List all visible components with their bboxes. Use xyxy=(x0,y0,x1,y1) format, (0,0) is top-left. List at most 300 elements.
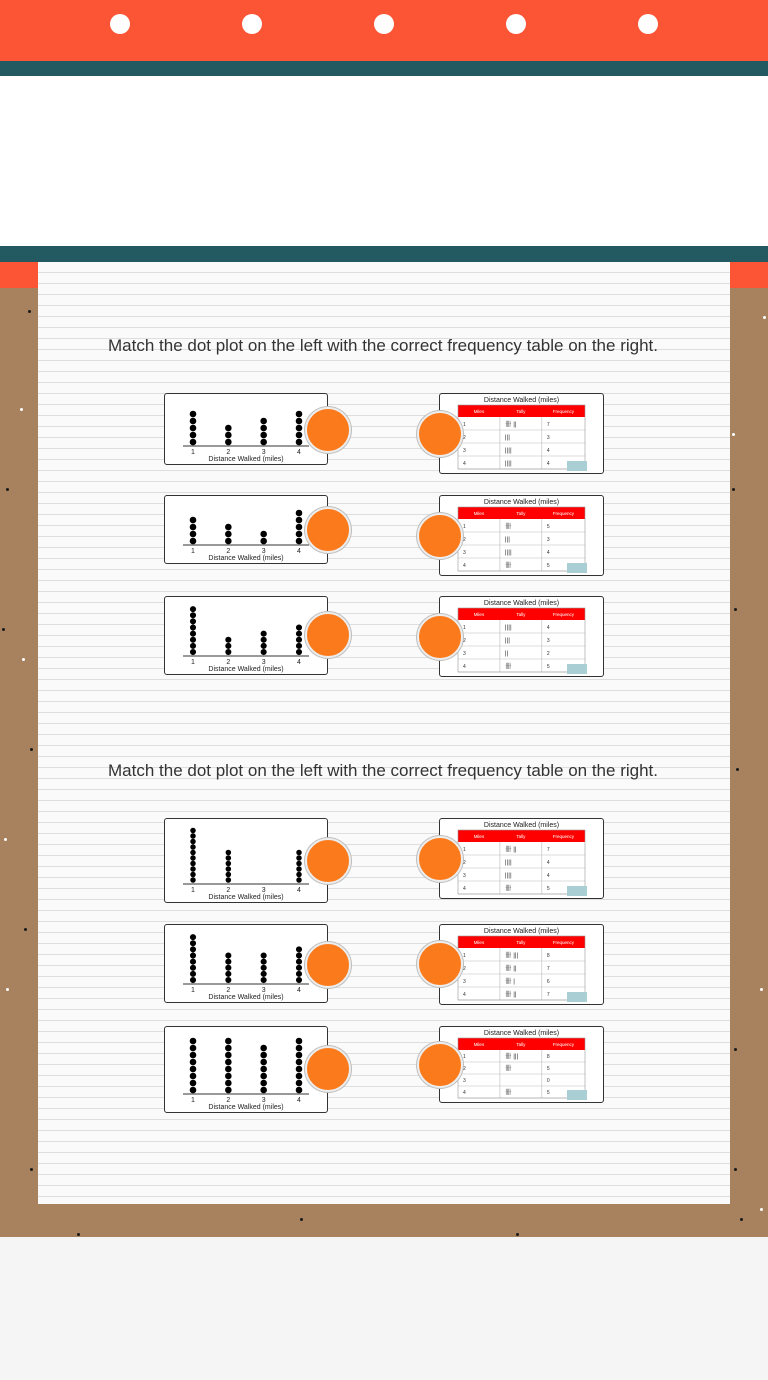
dot-plot xyxy=(165,597,327,674)
cork-speck xyxy=(732,488,735,491)
plot-dot xyxy=(296,1045,303,1052)
table-cell: 卌 xyxy=(504,522,512,530)
plot-dot xyxy=(190,877,196,883)
match-connector-right[interactable] xyxy=(417,941,463,987)
plot-dot xyxy=(261,959,267,965)
plot-dot xyxy=(225,952,231,958)
table-cell: 5 xyxy=(546,885,550,892)
table-cell: 卌 xyxy=(504,662,512,670)
watermark-stamp-icon xyxy=(567,461,587,471)
plot-dot xyxy=(261,637,267,643)
plot-dot xyxy=(190,432,197,439)
table-cell: 4 xyxy=(463,460,466,467)
table-header-cell: Miles xyxy=(473,1042,485,1047)
plot-dot xyxy=(225,971,231,977)
plot-dot xyxy=(190,839,196,845)
match-connector-left[interactable] xyxy=(305,507,351,553)
plot-dot xyxy=(296,531,303,538)
plot-dot xyxy=(226,866,232,872)
plot-dot xyxy=(190,1080,197,1087)
plot-dot xyxy=(296,524,303,531)
plot-dot xyxy=(190,959,196,965)
table-header-cell: Frequency xyxy=(552,511,575,516)
plot-tick-label: 1 xyxy=(191,659,195,666)
table-cell: 3 xyxy=(463,549,466,556)
table-cell: |||| xyxy=(504,459,512,467)
cork-speck xyxy=(4,838,7,841)
table-cell: ||| xyxy=(504,535,510,543)
dot-plot xyxy=(165,496,327,563)
plot-tick-label: 1 xyxy=(191,1097,195,1104)
table-cell: 卌 xyxy=(504,1089,512,1097)
cork-speck xyxy=(2,628,5,631)
question-prompt: Match the dot plot on the left with the correct frequency table on the right. xyxy=(108,761,658,780)
plot-dot xyxy=(190,637,196,643)
plot-dot xyxy=(296,850,302,856)
plot-dot xyxy=(261,971,267,977)
table-title: Distance Walked (miles) xyxy=(483,499,560,506)
frequency-table-card[interactable] xyxy=(439,495,604,576)
plot-tick-label: 4 xyxy=(297,887,301,894)
match-connector-right[interactable] xyxy=(417,1042,463,1088)
binder-ring-icon xyxy=(242,14,262,34)
plot-dot xyxy=(190,855,196,861)
table-cell: 4 xyxy=(463,562,466,569)
frequency-table xyxy=(440,925,603,1004)
plot-tick-label: 4 xyxy=(297,987,301,994)
table-cell: 4 xyxy=(546,872,550,879)
frequency-table-card[interactable] xyxy=(439,924,604,1005)
table-cell: 3 xyxy=(546,536,550,543)
plot-dot xyxy=(225,1052,232,1059)
plot-dot xyxy=(190,649,196,655)
match-connector-left[interactable] xyxy=(305,838,351,884)
table-cell: ||| xyxy=(504,636,510,644)
table-cell: 4 xyxy=(546,447,550,454)
plot-dot xyxy=(190,1087,197,1094)
table-cell: 1 xyxy=(463,624,466,631)
plot-tick-label: 3 xyxy=(261,1097,266,1104)
plot-dot xyxy=(190,618,196,624)
plot-dot xyxy=(190,606,196,612)
table-cell: 4 xyxy=(546,460,550,467)
cork-speck xyxy=(20,408,23,411)
plot-dot xyxy=(190,524,197,531)
table-cell: 1 xyxy=(463,846,466,853)
plot-dot xyxy=(260,1052,267,1059)
table-cell: 2 xyxy=(463,434,466,441)
watermark-stamp-icon xyxy=(567,563,587,573)
table-cell: 2 xyxy=(463,859,466,866)
plot-dot xyxy=(190,418,197,425)
table-header-cell: Miles xyxy=(473,940,485,945)
cork-speck xyxy=(760,1208,763,1211)
plot-dot xyxy=(296,866,302,872)
table-title: Distance Walked (miles) xyxy=(483,1030,560,1037)
plot-dot xyxy=(260,531,267,538)
plot-dot xyxy=(296,1087,303,1094)
table-cell: 0 xyxy=(546,1078,550,1085)
plot-dot xyxy=(225,524,232,531)
plot-dot xyxy=(225,1059,232,1066)
plot-dot xyxy=(296,432,303,439)
table-cell: 1 xyxy=(463,952,466,959)
plot-tick-label: 2 xyxy=(226,548,231,555)
table-cell: |||| xyxy=(504,548,512,556)
plot-dot xyxy=(225,965,231,971)
plot-dot xyxy=(296,971,302,977)
plot-dot xyxy=(225,959,231,965)
plot-dot xyxy=(296,952,302,958)
table-header-cell: Frequency xyxy=(552,940,575,945)
plot-dot xyxy=(296,425,303,432)
table-header-cell: Miles xyxy=(473,409,485,414)
table-cell: 5 xyxy=(546,663,550,670)
plot-dot xyxy=(261,649,267,655)
table-cell: 5 xyxy=(546,1090,550,1097)
plot-dot xyxy=(260,1059,267,1066)
table-header-cell: Tally xyxy=(516,511,526,516)
plot-dot xyxy=(225,637,231,643)
plot-dot xyxy=(190,977,196,983)
table-cell: 8 xyxy=(546,952,550,959)
plot-dot xyxy=(296,624,302,630)
plot-dot xyxy=(226,855,232,861)
plot-dot xyxy=(296,510,303,517)
plot-dot xyxy=(225,977,231,983)
dot-plot xyxy=(165,394,327,464)
plot-dot xyxy=(190,1059,197,1066)
table-cell: 2 xyxy=(546,650,550,657)
header-stripe xyxy=(0,61,768,76)
cork-speck xyxy=(740,1218,743,1221)
plot-dot xyxy=(296,1080,303,1087)
match-connector-left[interactable] xyxy=(305,1046,351,1092)
table-header-cell: Tally xyxy=(516,834,526,839)
dot-plot-card[interactable] xyxy=(164,495,328,564)
notebook-header-bar xyxy=(0,0,768,61)
watermark-stamp-icon xyxy=(567,992,587,1002)
cork-speck xyxy=(732,433,735,436)
table-cell: 卌 || xyxy=(504,964,517,972)
dot-plot xyxy=(165,1027,327,1112)
plot-dot xyxy=(260,1080,267,1087)
table-cell: 6 xyxy=(546,978,550,985)
plot-dot xyxy=(190,940,196,946)
plot-axis-title: Distance Walked (miles) xyxy=(208,894,284,901)
plot-dot xyxy=(226,850,232,856)
plot-dot xyxy=(190,624,196,630)
plot-dot xyxy=(190,866,196,872)
plot-tick-label: 3 xyxy=(261,887,266,894)
table-cell: 3 xyxy=(463,978,466,985)
question-prompt: Match the dot plot on the left with the correct frequency table on the right. xyxy=(108,336,658,355)
match-connector-left[interactable] xyxy=(305,612,351,658)
table-header-cell: Frequency xyxy=(552,612,575,617)
frequency-table-card[interactable] xyxy=(439,1026,604,1103)
plot-dot xyxy=(260,1073,267,1080)
plot-tick-label: 3 xyxy=(261,987,266,994)
dot-plot-card[interactable] xyxy=(164,393,328,465)
plot-dot xyxy=(225,1066,232,1073)
table-header-cell: Miles xyxy=(473,511,485,516)
plot-dot xyxy=(296,517,303,524)
plot-dot xyxy=(225,538,232,545)
table-title: Distance Walked (miles) xyxy=(483,397,560,404)
plot-dot xyxy=(296,1038,303,1045)
plot-dot xyxy=(296,418,303,425)
table-cell: 1 xyxy=(463,421,466,428)
table-cell: || xyxy=(504,649,509,657)
plot-dot xyxy=(190,643,196,649)
plot-dot xyxy=(190,531,197,538)
plot-dot xyxy=(190,1073,197,1080)
cork-speck xyxy=(30,1168,33,1171)
table-cell: 7 xyxy=(546,846,550,853)
plot-dot xyxy=(190,934,196,940)
table-cell: 4 xyxy=(463,991,466,998)
table-header-cell: Frequency xyxy=(552,409,575,414)
plot-tick-label: 1 xyxy=(191,548,195,555)
table-cell: |||| xyxy=(504,623,512,631)
plot-tick-label: 2 xyxy=(226,887,231,894)
cork-speck xyxy=(24,928,27,931)
table-cell: 3 xyxy=(463,872,466,879)
plot-dot xyxy=(296,1066,303,1073)
plot-dot xyxy=(226,861,232,867)
table-cell: 4 xyxy=(463,1090,466,1097)
table-title: Distance Walked (miles) xyxy=(483,928,560,935)
frequency-table-card[interactable] xyxy=(439,393,604,474)
plot-dot xyxy=(296,946,302,952)
plot-dot xyxy=(260,418,267,425)
cork-speck xyxy=(763,316,766,319)
table-cell: 8 xyxy=(546,1054,550,1061)
plot-dot xyxy=(190,971,196,977)
plot-dot xyxy=(190,861,196,867)
table-cell: 卌 || xyxy=(504,845,517,853)
plot-tick-label: 4 xyxy=(297,548,301,555)
plot-dot xyxy=(190,952,196,958)
table-cell: |||| xyxy=(504,446,512,454)
plot-tick-label: 4 xyxy=(297,449,301,456)
table-cell: 2 xyxy=(463,637,466,644)
frequency-table xyxy=(440,394,603,473)
match-connector-right[interactable] xyxy=(417,411,463,457)
table-cell: 卌 xyxy=(504,561,512,569)
plot-dot xyxy=(261,952,267,958)
table-cell: 2 xyxy=(463,536,466,543)
plot-dot xyxy=(260,1045,267,1052)
plot-dot xyxy=(190,631,196,637)
cork-speck xyxy=(760,988,763,991)
cork-speck xyxy=(736,768,739,771)
lined-paper-sheet xyxy=(38,262,730,1204)
table-cell: 5 xyxy=(546,523,550,530)
table-cell: 4 xyxy=(463,663,466,670)
plot-dot xyxy=(190,1066,197,1073)
binder-ring-icon xyxy=(506,14,526,34)
cork-speck xyxy=(734,608,737,611)
plot-dot xyxy=(260,1087,267,1094)
plot-tick-label: 3 xyxy=(261,548,266,555)
cork-speck xyxy=(6,988,9,991)
plot-dot xyxy=(260,432,267,439)
watermark-stamp-icon xyxy=(567,664,587,674)
table-cell: 3 xyxy=(546,434,550,441)
plot-tick-label: 1 xyxy=(191,887,195,894)
plot-dot xyxy=(296,872,302,878)
plot-dot xyxy=(225,1045,232,1052)
table-cell: 7 xyxy=(546,421,550,428)
plot-tick-label: 4 xyxy=(297,1097,301,1104)
cork-speck xyxy=(28,310,31,313)
plot-dot xyxy=(296,965,302,971)
plot-dot xyxy=(225,1073,232,1080)
plot-dot xyxy=(190,946,196,952)
plot-dot xyxy=(296,877,302,883)
plot-tick-label: 4 xyxy=(297,659,301,666)
dot-plot xyxy=(165,819,327,902)
dot-plot-card[interactable] xyxy=(164,596,328,675)
plot-dot xyxy=(225,649,231,655)
plot-dot xyxy=(225,425,232,432)
plot-dot xyxy=(190,872,196,878)
plot-dot xyxy=(296,855,302,861)
plot-axis-title: Distance Walked (miles) xyxy=(208,555,284,562)
plot-dot xyxy=(190,1052,197,1059)
plot-tick-label: 2 xyxy=(226,1097,231,1104)
plot-dot xyxy=(190,517,197,524)
plot-dot xyxy=(296,411,303,418)
table-cell: 3 xyxy=(546,637,550,644)
frequency-table xyxy=(440,1027,603,1102)
binder-ring-icon xyxy=(638,14,658,34)
table-cell: 卌 || xyxy=(504,990,517,998)
match-connector-right[interactable] xyxy=(417,614,463,660)
plot-dot xyxy=(190,612,196,618)
table-cell: |||| xyxy=(504,871,512,879)
plot-dot xyxy=(226,877,232,883)
plot-dot xyxy=(190,425,197,432)
frequency-table xyxy=(440,819,603,898)
plot-dot xyxy=(261,631,267,637)
table-cell: 1 xyxy=(463,523,466,530)
plot-tick-label: 2 xyxy=(226,659,231,666)
plot-tick-label: 3 xyxy=(261,659,266,666)
table-cell: 2 xyxy=(463,965,466,972)
plot-dot xyxy=(225,643,231,649)
plot-tick-label: 2 xyxy=(226,449,231,456)
plot-dot xyxy=(225,1038,232,1045)
plot-dot xyxy=(190,844,196,850)
table-cell: |||| xyxy=(504,858,512,866)
plot-dot xyxy=(260,439,267,446)
table-title: Distance Walked (miles) xyxy=(483,822,560,829)
match-connector-left[interactable] xyxy=(305,942,351,988)
dot-plot-card[interactable] xyxy=(164,1026,328,1113)
table-cell: 7 xyxy=(546,991,550,998)
plot-dot xyxy=(296,1073,303,1080)
plot-dot xyxy=(296,1052,303,1059)
table-cell: 5 xyxy=(546,1066,550,1073)
table-header-cell: Frequency xyxy=(552,1042,575,1047)
plot-dot xyxy=(296,977,302,983)
table-cell: 7 xyxy=(546,965,550,972)
plot-dot xyxy=(296,538,303,545)
frequency-table-card[interactable] xyxy=(439,818,604,899)
plot-dot xyxy=(296,643,302,649)
binder-ring-icon xyxy=(374,14,394,34)
table-title: Distance Walked (miles) xyxy=(483,600,560,607)
frequency-table xyxy=(440,597,603,676)
table-cell: 4 xyxy=(463,885,466,892)
plot-dot xyxy=(190,833,196,839)
dot-plot xyxy=(165,925,327,1002)
plot-dot xyxy=(296,861,302,867)
binder-ring-icon xyxy=(110,14,130,34)
plot-dot xyxy=(296,439,303,446)
cork-speck xyxy=(22,658,25,661)
dot-plot-card[interactable] xyxy=(164,818,328,903)
match-connector-right[interactable] xyxy=(417,836,463,882)
plot-dot xyxy=(296,637,302,643)
cork-speck xyxy=(516,1233,519,1236)
match-connector-left[interactable] xyxy=(305,407,351,453)
header-blank-area xyxy=(0,76,768,246)
plot-dot xyxy=(190,850,196,856)
plot-dot xyxy=(190,411,197,418)
cork-speck xyxy=(734,1048,737,1051)
plot-tick-label: 3 xyxy=(261,449,266,456)
match-connector-right[interactable] xyxy=(417,513,463,559)
frequency-table-card[interactable] xyxy=(439,596,604,677)
plot-dot xyxy=(296,631,302,637)
plot-dot xyxy=(226,872,232,878)
dot-plot-card[interactable] xyxy=(164,924,328,1003)
plot-tick-label: 1 xyxy=(191,987,195,994)
table-cell: 3 xyxy=(463,1078,466,1085)
table-cell: 2 xyxy=(463,1066,466,1073)
plot-dot xyxy=(190,538,197,545)
plot-dot xyxy=(260,1066,267,1073)
plot-dot xyxy=(225,439,232,446)
cork-speck xyxy=(30,748,33,751)
table-cell: 卌 xyxy=(504,884,512,892)
table-header-cell: Frequency xyxy=(552,834,575,839)
table-cell: 5 xyxy=(546,562,550,569)
plot-dot xyxy=(190,965,196,971)
plot-dot xyxy=(190,439,197,446)
table-cell: 4 xyxy=(546,624,550,631)
table-cell: ||| xyxy=(504,433,510,441)
plot-dot xyxy=(261,965,267,971)
plot-axis-title: Distance Walked (miles) xyxy=(208,994,284,1001)
table-cell: 1 xyxy=(463,1054,466,1061)
plot-dot xyxy=(190,1045,197,1052)
table-cell: 卌 ||| xyxy=(504,951,519,959)
watermark-stamp-icon xyxy=(567,886,587,896)
plot-axis-title: Distance Walked (miles) xyxy=(208,666,284,673)
table-cell: 4 xyxy=(546,549,550,556)
cork-speck xyxy=(6,488,9,491)
table-cell: 4 xyxy=(546,859,550,866)
table-cell: 3 xyxy=(463,447,466,454)
plot-dot xyxy=(225,1087,232,1094)
table-header-cell: Tally xyxy=(516,1042,526,1047)
table-header-cell: Miles xyxy=(473,834,485,839)
plot-dot xyxy=(260,538,267,545)
